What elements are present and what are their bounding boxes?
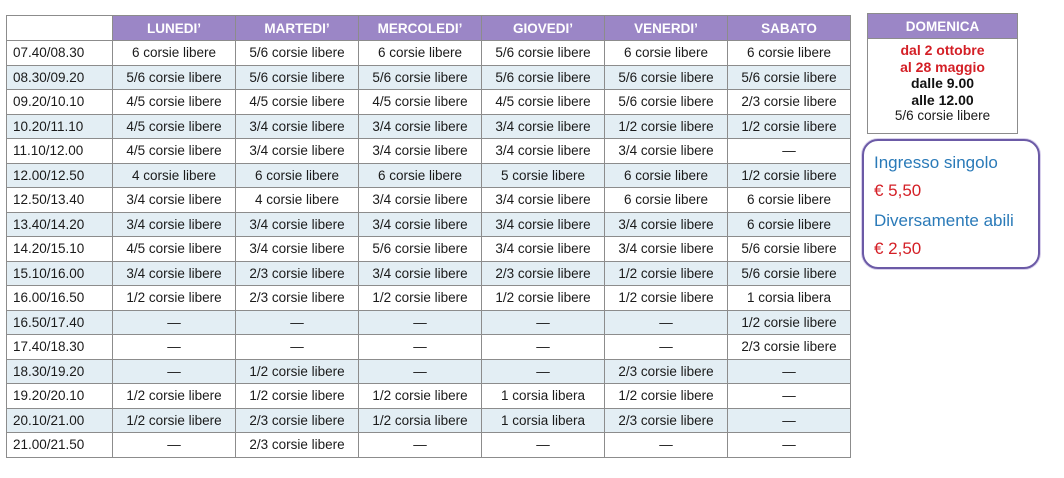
single-entry-label: Ingresso singolo <box>874 153 998 172</box>
lane-availability-cell: 5 corsie libere <box>482 163 605 188</box>
table-row <box>7 237 851 262</box>
lane-availability-cell: 2/3 corsie libere <box>605 408 728 433</box>
lane-availability-cell: — <box>113 310 236 335</box>
lane-availability-cell: 5/6 corsie libere <box>359 65 482 90</box>
lane-availability-cell: 5/6 corsie libere <box>728 237 851 262</box>
lane-availability-cell: 4/5 corsie libere <box>113 114 236 139</box>
lane-availability-cell: 3/4 corsie libere <box>482 212 605 237</box>
lane-availability-cell: 4 corsie libere <box>113 163 236 188</box>
lane-availability-cell: — <box>359 335 482 360</box>
header-day: GIOVEDI’ <box>482 16 605 41</box>
lane-availability-cell: 3/4 corsie libere <box>482 139 605 164</box>
lane-availability-cell: 1/2 corsie libere <box>728 163 851 188</box>
lane-availability-cell: 4/5 corsie libere <box>236 90 359 115</box>
time-slot: 17.40/18.30 <box>7 335 113 360</box>
header-day: MARTEDI’ <box>236 16 359 41</box>
time-slot: 20.10/21.00 <box>7 408 113 433</box>
lane-availability-cell: 1/2 corsie libere <box>113 408 236 433</box>
lane-availability-cell: 4/5 corsie libere <box>113 139 236 164</box>
sunday-period-to: al 28 maggio <box>900 58 985 75</box>
lane-availability-cell: 2/3 corsie libere <box>236 261 359 286</box>
table-row <box>7 335 851 360</box>
table-row <box>7 433 851 458</box>
time-slot: 18.30/19.20 <box>7 359 113 384</box>
table-row <box>7 65 851 90</box>
table-row <box>7 384 851 409</box>
lane-availability-cell: 2/3 corsie libere <box>236 408 359 433</box>
lane-availability-cell: 5/6 corsie libere <box>728 65 851 90</box>
lane-availability-cell: 3/4 corsie libere <box>482 237 605 262</box>
time-slot: 07.40/08.30 <box>7 41 113 66</box>
header-day: LUNEDI’ <box>113 16 236 41</box>
table-row <box>7 139 851 164</box>
lane-availability-cell: — <box>359 359 482 384</box>
lane-availability-cell: 2/3 corsie libere <box>236 433 359 458</box>
lane-availability-cell: 5/6 corsie libere <box>482 65 605 90</box>
lane-availability-cell: 3/4 corsie libere <box>113 212 236 237</box>
time-slot: 11.10/12.00 <box>7 139 113 164</box>
lane-availability-cell: 5/6 corsie libere <box>605 65 728 90</box>
time-slot: 15.10/16.00 <box>7 261 113 286</box>
lane-availability-cell: 5/6 corsie libere <box>236 65 359 90</box>
time-slot: 10.20/11.10 <box>7 114 113 139</box>
time-slot: 12.00/12.50 <box>7 163 113 188</box>
time-slot: 12.50/13.40 <box>7 188 113 213</box>
lane-availability-cell: 1/2 corsie libere <box>236 359 359 384</box>
lane-availability-cell: 3/4 corsie libere <box>482 114 605 139</box>
lane-availability-cell: 3/4 corsie libere <box>359 114 482 139</box>
time-slot: 16.00/16.50 <box>7 286 113 311</box>
sunday-period-from: dal 2 ottobre <box>900 42 985 58</box>
lane-availability-cell: 1 corsia libera <box>482 384 605 409</box>
lane-availability-cell: 6 corsie libere <box>359 41 482 66</box>
header-day: VENERDI’ <box>605 16 728 41</box>
lane-availability-cell: 6 corsie libere <box>359 163 482 188</box>
lane-availability-cell: 3/4 corsie libere <box>359 139 482 164</box>
lane-availability-cell: — <box>236 310 359 335</box>
time-slot: 19.20/20.10 <box>7 384 113 409</box>
lane-availability-cell: 1/2 corsie libere <box>236 384 359 409</box>
header-corner <box>7 16 113 41</box>
lane-availability-cell: 1/2 corsie libere <box>605 384 728 409</box>
lane-availability-cell: 1/2 corsie libere <box>359 286 482 311</box>
lane-availability-cell: 1/2 corsie libere <box>728 310 851 335</box>
lane-availability-cell: 3/4 corsie libere <box>236 237 359 262</box>
lane-availability-cell: 1/2 corsie libere <box>113 384 236 409</box>
table-row <box>7 310 851 335</box>
lane-availability-cell: 5/6 corsie libere <box>236 41 359 66</box>
lane-schedule-table <box>6 15 851 458</box>
lane-availability-cell: 6 corsie libere <box>236 163 359 188</box>
sunday-details <box>868 39 1017 125</box>
lane-availability-cell: 2/3 corsie libere <box>482 261 605 286</box>
lane-availability-cell: — <box>113 433 236 458</box>
lane-availability-cell: 2/3 corsie libere <box>605 359 728 384</box>
table-row <box>7 286 851 311</box>
lane-availability-cell: 4/5 corsie libere <box>359 90 482 115</box>
lane-availability-cell: 1/2 corsie libere <box>728 114 851 139</box>
header-row <box>7 16 851 41</box>
lane-availability-cell: 6 corsie libere <box>605 41 728 66</box>
lane-availability-cell: 6 corsie libere <box>728 188 851 213</box>
lane-availability-cell: 1/2 corsie libere <box>605 286 728 311</box>
lane-availability-cell: 3/4 corsie libere <box>113 188 236 213</box>
lane-availability-cell: — <box>728 384 851 409</box>
lane-availability-cell: — <box>236 335 359 360</box>
lane-availability-cell: 1/2 corsie libere <box>359 384 482 409</box>
header-day: SABATO <box>728 16 851 41</box>
lane-availability-cell: 5/6 corsie libere <box>482 41 605 66</box>
lane-availability-cell: 6 corsie libere <box>605 163 728 188</box>
header-day: MERCOLEDI’ <box>359 16 482 41</box>
lane-availability-cell: 6 corsie libere <box>728 212 851 237</box>
lane-availability-cell: — <box>605 433 728 458</box>
lane-availability-cell: 3/4 corsie libere <box>236 114 359 139</box>
lane-availability-cell: 1/2 corsie libere <box>482 286 605 311</box>
lane-availability-cell: — <box>728 139 851 164</box>
lane-availability-cell: 1 corsia libera <box>728 286 851 311</box>
lane-availability-cell: — <box>728 359 851 384</box>
lane-availability-cell: 3/4 corsie libere <box>113 261 236 286</box>
lane-availability-cell: — <box>605 310 728 335</box>
table-row <box>7 408 851 433</box>
time-slot: 08.30/09.20 <box>7 65 113 90</box>
lane-availability-cell: — <box>113 335 236 360</box>
lane-availability-cell: — <box>113 359 236 384</box>
lane-availability-cell: 3/4 corsie libere <box>605 237 728 262</box>
lane-availability-cell: 4/5 corsie libere <box>113 90 236 115</box>
lane-availability-cell: 6 corsie libere <box>728 41 851 66</box>
lane-availability-cell: 1/2 corsie libere <box>113 286 236 311</box>
table-row <box>7 163 851 188</box>
table-row <box>7 359 851 384</box>
lane-availability-cell: 1/2 corsie libere <box>605 114 728 139</box>
lane-availability-cell: 5/6 corsie libere <box>359 237 482 262</box>
time-slot: 09.20/10.10 <box>7 90 113 115</box>
lane-availability-cell: — <box>728 408 851 433</box>
lane-availability-cell: — <box>482 359 605 384</box>
lane-availability-cell: — <box>359 310 482 335</box>
lane-availability-cell: 1 corsia libera <box>482 408 605 433</box>
lane-availability-cell: 5/6 corsie libere <box>113 65 236 90</box>
lane-availability-cell: 3/4 corsie libere <box>359 212 482 237</box>
lane-availability-cell: 3/4 corsie libere <box>605 139 728 164</box>
single-entry-price: € 5,50 <box>874 181 922 200</box>
sunday-hours-to: alle 12.00 <box>911 91 974 108</box>
time-slot: 13.40/14.20 <box>7 212 113 237</box>
time-slot: 14.20/15.10 <box>7 237 113 262</box>
table-row <box>7 90 851 115</box>
lane-availability-cell: 4/5 corsie libere <box>482 90 605 115</box>
disabled-entry-label: Diversamente abili <box>874 211 1014 230</box>
lane-availability-cell: — <box>728 433 851 458</box>
lane-availability-cell: 3/4 corsie libere <box>236 212 359 237</box>
lane-availability-cell: 1/2 corsia libere <box>359 408 482 433</box>
table-row <box>7 114 851 139</box>
lane-availability-cell: 2/3 corsie libere <box>728 335 851 360</box>
disabled-entry-price: € 2,50 <box>874 239 922 258</box>
lane-availability-cell: 4 corsie libere <box>236 188 359 213</box>
lane-availability-cell: 5/6 corsie libere <box>728 261 851 286</box>
lane-availability-cell: 5/6 corsie libere <box>605 90 728 115</box>
schedule-body <box>7 41 851 458</box>
lane-availability-cell: 3/4 corsie libere <box>605 212 728 237</box>
table-row <box>7 41 851 66</box>
lane-availability-cell: — <box>359 433 482 458</box>
table-row <box>7 188 851 213</box>
lane-availability-cell: 3/4 corsie libere <box>482 188 605 213</box>
lane-availability-cell: 4/5 corsie libere <box>113 237 236 262</box>
lane-availability-cell: 2/3 corsie libere <box>728 90 851 115</box>
sunday-lanes: 5/6 corsie libere <box>894 108 991 123</box>
price-box <box>862 139 1040 269</box>
time-slot: 16.50/17.40 <box>7 310 113 335</box>
lane-availability-cell: 2/3 corsie libere <box>236 286 359 311</box>
sunday-box <box>867 13 1018 134</box>
lane-availability-cell: 3/4 corsie libere <box>359 261 482 286</box>
sunday-hours-from: dalle 9.00 <box>910 75 975 91</box>
lane-availability-cell: 1/2 corsie libere <box>605 261 728 286</box>
lane-availability-cell: — <box>482 310 605 335</box>
sunday-title: DOMENICA <box>868 14 1017 39</box>
table-row <box>7 261 851 286</box>
lane-availability-cell: 6 corsie libere <box>113 41 236 66</box>
table-row <box>7 212 851 237</box>
lane-availability-cell: — <box>605 335 728 360</box>
lane-availability-cell: 3/4 corsie libere <box>359 188 482 213</box>
time-slot: 21.00/21.50 <box>7 433 113 458</box>
lane-availability-cell: 6 corsie libere <box>605 188 728 213</box>
lane-availability-cell: — <box>482 433 605 458</box>
lane-availability-cell: 3/4 corsie libere <box>236 139 359 164</box>
lane-availability-cell: — <box>482 335 605 360</box>
